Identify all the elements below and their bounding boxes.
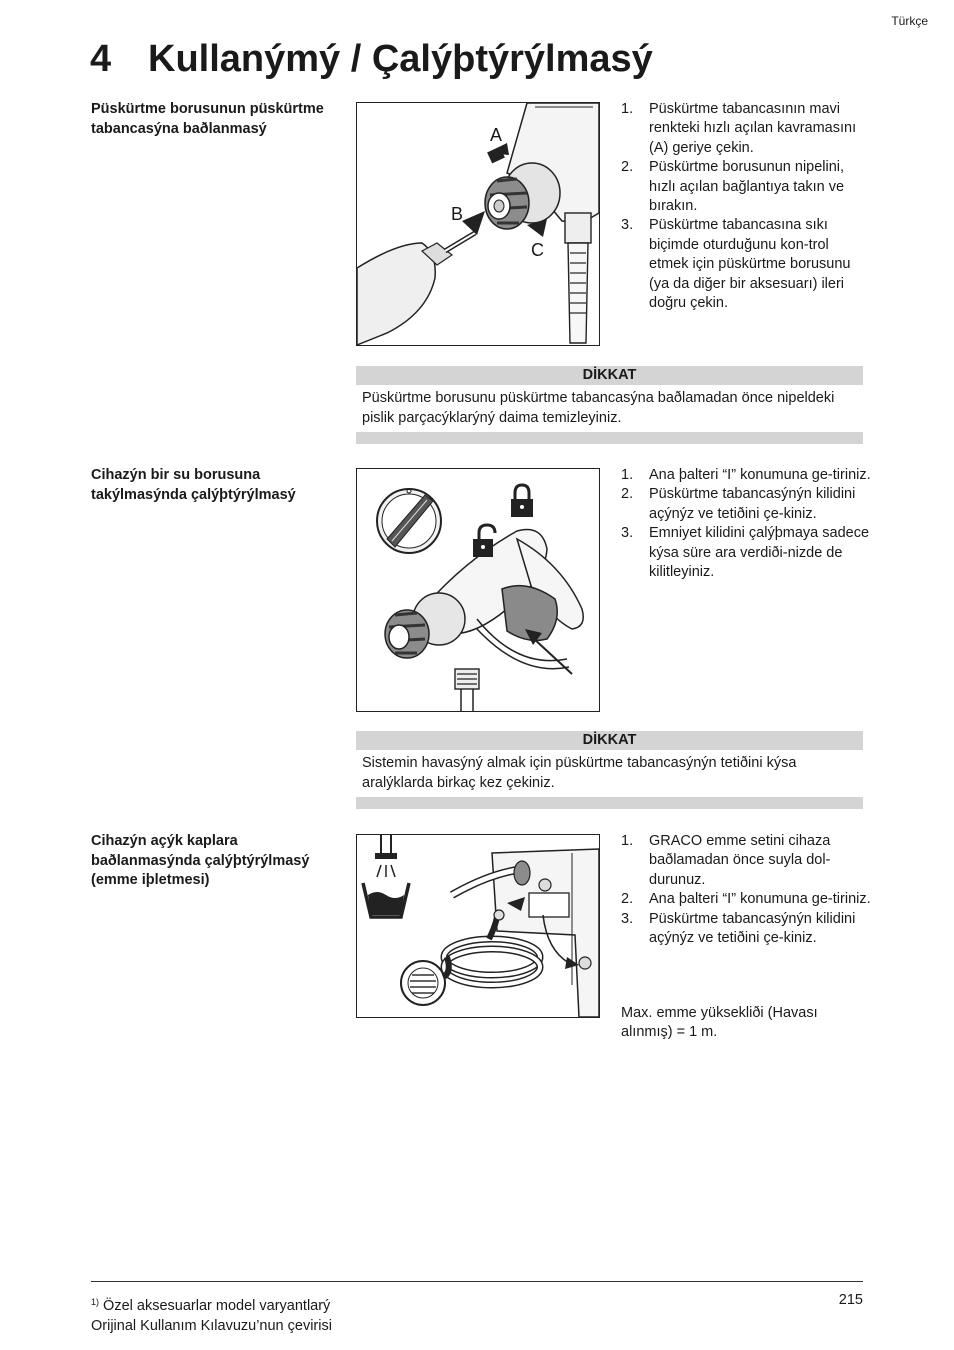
figure-label-b: B <box>451 204 464 224</box>
list-item: 1. GRACO emme setini cihaza baðlamadan önce suyla dol-durunuz. <box>621 833 831 888</box>
list-item: 3. Püskürtme tabancasýnýn kilidini açýnýz ve tetiðini çe-kiniz. <box>621 910 856 947</box>
caution-footer-bar <box>356 432 863 444</box>
section-1-title: Püskürtme borusunun püskürtme tabancasýna baðlanmasý <box>91 101 324 137</box>
language-label: Türkçe <box>891 14 928 28</box>
page-number: 215 <box>838 1292 863 1308</box>
footer-notes <box>91 1292 332 1336</box>
suction-set-illustration <box>357 835 599 1017</box>
footnote-text: Özel aksesuarlar model varyantlarý <box>103 1298 331 1314</box>
caution-text: Sistemin havasýný almak için püskürtme tabancasýnýn tetiðini kýsa aralýklarda birkaç kez çekiniz. <box>362 755 797 791</box>
chapter-number: 4 <box>90 38 112 80</box>
figure-suction-operation <box>356 834 600 1018</box>
caution-heading: DİKKAT <box>356 731 863 750</box>
section-3-steps <box>621 832 871 948</box>
list-item: 2. Püskürtme borusunun nipelini, hızlı açılan bağlantıya takın ve bırakın. <box>621 159 845 215</box>
figure-spray-gun-connection <box>356 102 600 346</box>
caution-box-1 <box>356 366 863 444</box>
chapter-heading <box>90 38 653 81</box>
footnote <box>91 1292 332 1316</box>
padlock-open-icon <box>473 525 495 557</box>
water-container-icon <box>363 835 409 917</box>
list-item: 2. Püskürtme tabancasýnýn kilidini açýnýz ve tetiðini çe-kiniz. <box>621 486 856 522</box>
figure-label-c: C <box>531 240 544 260</box>
document-subtitle: Orijinal Kullanım Kılavuzu’nun çevirisi <box>91 1318 332 1334</box>
suction-height-note: Max. emme yüksekliði (Havası alınmış) = 1 m. <box>621 1005 818 1041</box>
padlock-closed-icon <box>511 485 533 517</box>
section-1-steps <box>621 100 871 313</box>
caution-text: Püskürtme borusunu püskürtme tabancasýna baðlamadan önce nipeldeki pislik parçacýklarýný daima temizleyiniz. <box>362 390 835 426</box>
caution-box-2 <box>356 731 863 809</box>
caution-footer-bar <box>356 797 863 809</box>
figure-label-a: A <box>490 125 503 145</box>
section-2-steps <box>621 466 871 582</box>
section-2-title: Cihazýn bir su borusuna takýlmasýnda çalýþtýrýlmasý <box>91 467 296 503</box>
list-item: 3. Emniyet kilidini çalýþmaya sadece kýsa süre ara verdiði-nizde de kilitleyiniz. <box>621 525 870 581</box>
spray-gun-quick-coupling-illustration <box>357 103 599 345</box>
list-item: 1. Püskürtme tabancasının mavi renkteki hızlı açılan kavramasını (A) geriye çekin. <box>621 101 857 156</box>
list-item: 2. Ana þalteri “I” konumuna ge-tiriniz. <box>621 891 871 908</box>
spray-gun-trigger-lock-illustration <box>357 469 599 711</box>
chapter-title: Kullanýmý / Çalýþtýrýlmasý <box>148 38 653 80</box>
footnote-marker: 1) <box>91 1297 100 1307</box>
list-item: 1. Ana þalteri “I” konumuna ge-tiriniz. <box>621 467 871 483</box>
figure-trigger-lock <box>356 468 600 712</box>
caution-heading: DİKKAT <box>356 366 863 385</box>
section-3-title: Cihazýn açýk kaplara baðlanmasýnda çalýþtýrýlmasý (emme iþletmesi) <box>91 833 310 888</box>
footer-divider <box>91 1281 863 1282</box>
list-item: 3. Püskürtme tabancasına sıkı biçimde oturduğunu kon-trol etmek için püskürtme borusunu (ya da diğer bir aksesuarı) ileri doğru çekin. <box>621 217 851 312</box>
